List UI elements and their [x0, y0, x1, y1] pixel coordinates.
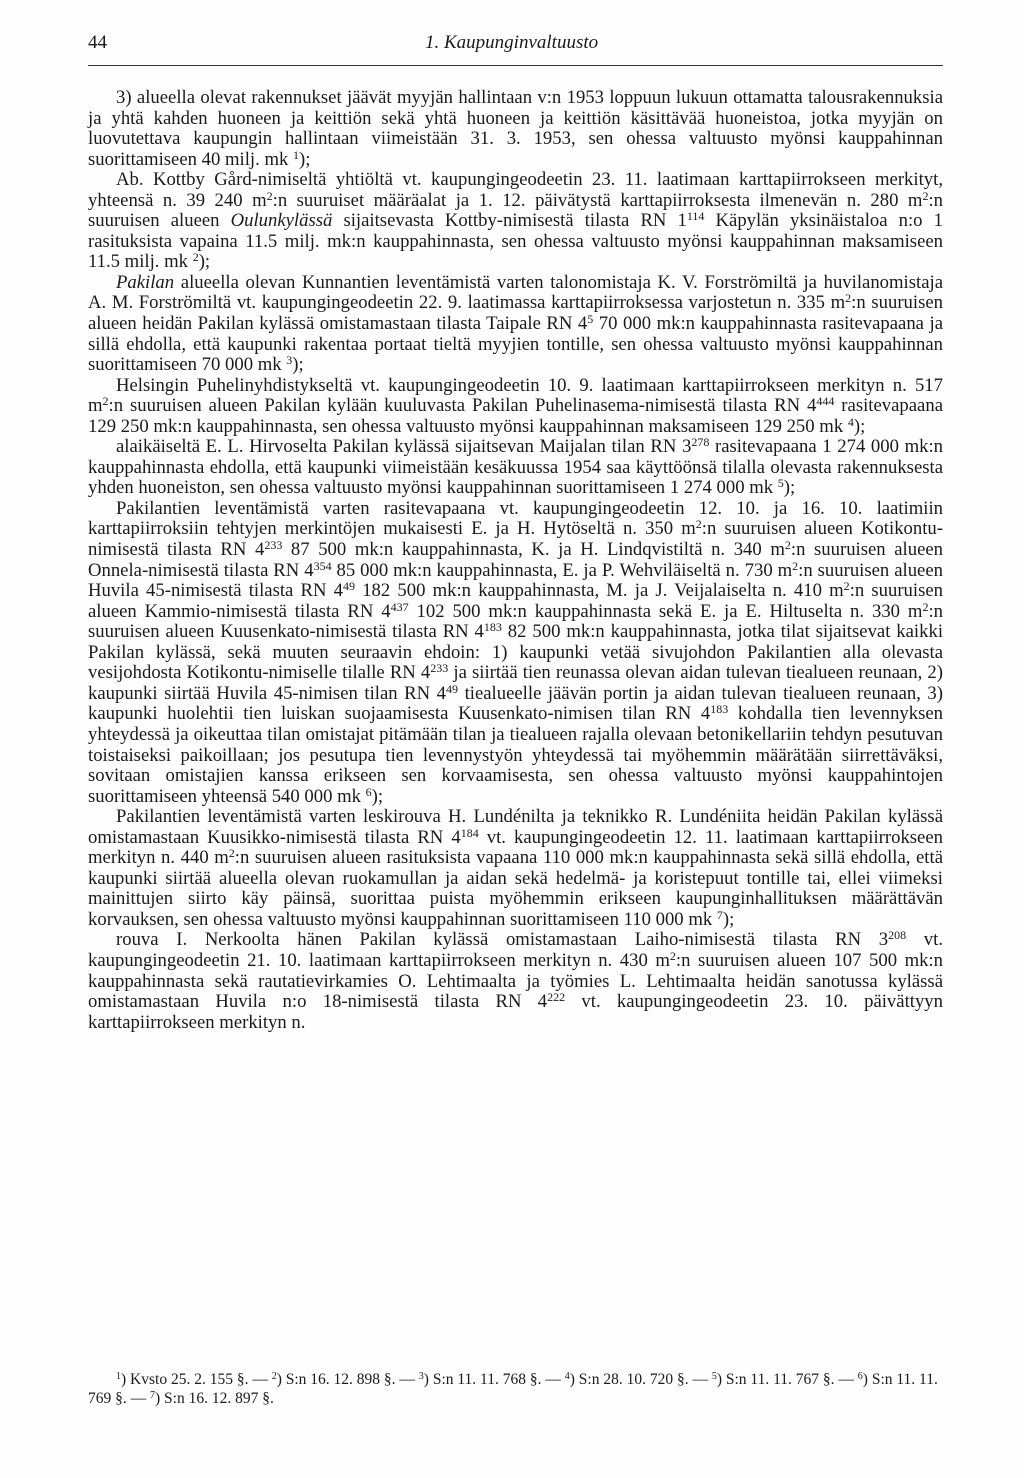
paragraph: [88, 170, 943, 273]
superscript: 233: [430, 661, 449, 676]
superscript: 5: [711, 1371, 717, 1382]
text-run: );: [198, 251, 211, 273]
text-run: ) S:n 11. 11. 767 §. —: [716, 1371, 858, 1388]
text-run: rasitevapaana 1 274 000 mk:n kauppahinnasta ehdolla, että kaupunki viimeistään kesäkuussa 1954 saa käyttöönsä tilalla olevasta rakennuksesta yhden huoneiston, sen ohessa valtuusto myönsi kauppahinnan suorittamiseen 1 274 000 mk: [88, 436, 944, 499]
superscript: 2: [695, 517, 702, 532]
superscript: 354: [313, 558, 332, 573]
header-rule: [88, 65, 943, 66]
superscript: 114: [686, 209, 705, 224]
text-run: :n suuruiset määräalat ja 1. 12. päivätystä karttapiirroksesta ilmenevän n. 280 m: [272, 189, 923, 211]
superscript: 3: [418, 1371, 424, 1382]
text-run: :n suuruisen alueen Kotikontu-nimisestä tilasta RN 4: [88, 518, 943, 561]
text-run: 85 000 mk:n kauppahinnasta, E. ja P. Wehviläiseltä n. 730 m: [331, 559, 793, 581]
text-run: :n suuruisen alueen Huvila 45-nimisestä tilasta RN 4: [88, 559, 943, 602]
text-run: ) S:n 28. 10. 720 §. —: [569, 1371, 712, 1388]
page-number: 44: [88, 32, 107, 53]
text-run: :n suuruisen alueen Pakilan kylään kuuluvasta Pakilan Puhelinasema-nimisestä tilasta RN 4: [108, 395, 817, 417]
text-run: );: [292, 354, 304, 376]
paragraph: [88, 437, 943, 499]
text-run: :n suuruisen alueen: [88, 189, 943, 232]
superscript: 444: [816, 394, 835, 409]
text-run: 82 500 mk:n kauppahinnasta, jotka tilat sijaitsevat kaikki Pakilan kylässä, sekä muuten seuraavin ehdoin: 1) kaupunki vetää sivujohdon Pakilantien alla olevasta vesijohdosta Kotikontu-nimiselle tilalle RN 4: [88, 621, 944, 684]
text-run: vt. kaupungingeodeetin 12. 11. laatimaan karttapiirrokseen merkityn n. 440 m: [88, 826, 943, 869]
text-run: );: [722, 908, 735, 930]
text-run: ) S:n 16. 12. 898 §. —: [276, 1371, 419, 1388]
text-run: alaikäiseltä E. L. Hirvoselta Pakilan kylässä sijaitsevan Maijalan tilan RN 3: [116, 436, 692, 458]
page-header: [88, 32, 943, 62]
text-run: rasitevapaana 129 250 mk:n kauppahinnasta, sen ohessa valtuusto myönsi kauppahinnan maksamiseen 129 250 mk: [88, 395, 943, 437]
superscript: 208: [888, 928, 907, 943]
italic-text: Oulunkylässä: [230, 210, 333, 232]
superscript: 6: [857, 1371, 863, 1382]
superscript: 2: [843, 579, 850, 594]
superscript: 2: [845, 291, 852, 306]
body-text: [88, 88, 943, 1033]
superscript: 7: [150, 1390, 155, 1401]
footnotes: [88, 1370, 943, 1408]
superscript: 278: [691, 435, 710, 450]
superscript: 2: [192, 250, 199, 265]
text-run: 87 500 mk:n kauppahinnasta, K. ja H. Lindqvistiltä n. 340 m: [282, 539, 785, 561]
text-run: ) S:n 11. 11. 768 §. —: [423, 1371, 565, 1388]
paragraph: [88, 273, 943, 376]
superscript: 2: [922, 599, 929, 614]
superscript: 1: [116, 1371, 121, 1382]
text-run: alueella olevan Kunnantien leventämistä varten talonomistaja K. V. Forströmiltä ja huvilanomistaja A. M. Forströmiltä vt. kaupungingeodeetin 22. 9. laatimassa karttapiirroksessa varjostetun n. 335 m: [88, 271, 943, 314]
footnote-text: [88, 1370, 943, 1408]
text-run: rouva I. Nerkoolta hänen Pakilan kylässä omistamastaan Laiho-nimisestä tilasta RN 3: [116, 929, 889, 951]
paragraph: [88, 807, 943, 930]
superscript: 2: [792, 558, 799, 573]
superscript: 2: [669, 948, 676, 963]
superscript: 184: [460, 825, 479, 840]
superscript: 1: [293, 147, 300, 162]
text-run: ) S:n 11. 11. 769 §. —: [88, 1371, 938, 1407]
text-run: vt. kaupungingeodeetin 23. 10. päivättyyn karttapiirrokseen merkityn n.: [88, 991, 943, 1033]
text-run: Ab. Kottby Gård-nimiseltä yhtiöltä vt. kaupungingeodeetin 23. 11. laatimaan karttapiirrokseen merkityt, yhteensä n. 39 240 m: [88, 169, 943, 211]
superscript: 233: [264, 538, 283, 553]
superscript: 2: [271, 1371, 277, 1382]
paragraph: [88, 376, 943, 438]
text-run: Pakilantien leventämistä varten leskirouva H. Lundénilta ja teknikko R. Lundéniita heidän Pakilan kylässä omistamastaan Kuusikko-nimisestä tilasta RN 4: [88, 806, 943, 848]
superscript: 5: [587, 312, 594, 327]
text-run: :n suuruisen alueen 107 500 mk:n kauppahinnasta sekä rautatievirkamies O. Lehtimaalta ja työmies L. Lehtimaalta heidän sanotussa kylässä omistamastaan Huvila n:o 18-nimisestä tilasta RN 4: [88, 949, 944, 1013]
superscript: 2: [266, 188, 273, 203]
superscript: 4: [847, 414, 854, 429]
text-run: :n suuruisen alueen Onnela-nimisestä tilasta RN 4: [88, 539, 943, 581]
text-run: );: [371, 785, 384, 807]
text-run: tiealueelle jäävän portin ja aidan tulevan tiealueen reunaan, 3) kaupunki huolehtii tien luiskan suojaamisesta Kuusenkato-nimisen tilan RN 4: [88, 682, 943, 725]
text-run: Käpylän yksinäistaloa n:o 1 rasituksista vapaina 11.5 milj. mk:n kauppahinnasta, sen ohessa valtuusto myönsi kauppahinnan maksamiseen 11.5 milj. mk: [88, 210, 943, 273]
text-run: Helsingin Puhelinyhdistykseltä vt. kaupungingeodeetin 10. 9. laatimaan karttapiirrokseen merkityn n. 517 m: [88, 374, 943, 417]
text-run: vt. kaupungingeodeetin 21. 10. laatimaan karttapiirrokseen merkityn n. 430 m: [88, 929, 943, 971]
text-run: ) S:n 16. 12. 897 §.: [155, 1390, 274, 1407]
superscript: 2: [228, 846, 235, 861]
superscript: 6: [365, 784, 372, 799]
text-run: );: [783, 477, 796, 499]
superscript: 49: [343, 579, 356, 594]
superscript: 2: [784, 538, 791, 553]
text-run: ja siirtää tien reunassa olevan aidan tulevan tiealueen reunaan, 2) kaupunki siirtää Huvila 45-nimisen tilan RN 4: [88, 662, 944, 704]
text-run: 70 000 mk:n kauppahinnasta rasitevapaana ja sillä ehdolla, että kaupunki rakentaa portaat tieltä myyjien tontille, sen ohessa valtuusto myönsi kauppahinnan suorittamiseen 70 000 mk: [88, 313, 943, 376]
text-run: 182 500 mk:n kauppahinnasta, M. ja J. Veijalaiselta n. 410 m: [355, 580, 844, 602]
text-run: 3) alueella olevat rakennukset jäävät myyjän hallintaan v:n 1953 loppuun lukuun ottamatta talousrakennuksia ja yhtä kahden huoneen ja keittiön sekä yhtä huoneen ja keittiön käsittävää huoneistoa, jotka myyjän on luovutettava kaupungin hallintaan viimeistään 31. 3. 1953, sen ohessa valtuusto myönsi kauppahinnan suorittamiseen 40 milj. mk: [88, 87, 943, 170]
text-run: kohdalla tien levennyksen yhteydessä ja oikeuttaa tilan omistajat pitämään tilan ja tiealueen rajalla olevaan betonikellariin tehdyn pesutuvan toistaiseksi paikoillaan; jos pesutupa tien levennystyön yhteydessä tai myöhemmin määrätään siirrettäväksi, sovitaan omistajien kanssa erikseen sen korvaamisesta, sen ohessa valtuusto myönsi kauppahintojen suorittamiseen yhteensä 540 000 mk: [88, 703, 944, 807]
text-run: :n suuruisen alueen heidän Pakilan kylässä omistamastaan tilasta Taipale RN 4: [88, 292, 943, 335]
superscript: 437: [390, 599, 409, 614]
superscript: 5: [777, 476, 784, 491]
italic-text: Pakilan: [116, 271, 175, 293]
text-run: );: [299, 148, 311, 170]
text-run: );: [853, 415, 866, 437]
superscript: 2: [102, 394, 109, 409]
superscript: 183: [710, 702, 729, 717]
paragraph: [88, 930, 943, 1033]
text-run: :n suuruisen alueen Kammio-nimisestä tilasta RN 4: [88, 580, 943, 622]
text-run: Pakilantien leventämistä varten rasitevapaana vt. kaupungingeodeetin 12. 10. ja 16. 10. laatimiin karttapiirroksiin tehtyjen merkintöjen mukaisesti E. ja H. Hytöseltä n. 350 m: [88, 497, 943, 540]
superscript: 7: [716, 907, 723, 922]
superscript: 2: [922, 188, 929, 203]
text-run: :n suuruisen alueen Kuusenkato-nimisestä tilasta RN 4: [88, 600, 944, 643]
superscript: 49: [446, 681, 459, 696]
superscript: 4: [564, 1371, 570, 1382]
superscript: 3: [286, 353, 293, 368]
superscript: 183: [483, 620, 502, 635]
paragraph: [88, 88, 943, 170]
paragraph: [88, 499, 943, 807]
running-title: 1. Kaupunginvaltuusto: [425, 32, 599, 53]
text-run: 102 500 mk:n kauppahinnasta sekä E. ja E. Hiltuselta n. 330 m: [408, 600, 923, 622]
text-run: ) Kvsto 25. 2. 155 §. —: [121, 1371, 272, 1388]
text-run: sijaitsevasta Kottby-nimisestä tilasta RN 1: [332, 210, 687, 232]
text-run: :n suuruisen alueen rasituksista vapaana 110 000 mk:n kauppahinnasta sekä sillä ehdolla, että kaupunki siirtää alueella olevan ruokamullan ja aidan sekä hedelmä- ja koristepuut tontille tai, ellei viimeksi mainittujen siirto käy päinsä, suorittaa puista myöhemmin erikseen kaupunginhallituksen määrättävän korvauksen, sen ohessa valtuusto myönsi kauppahinnan suorittamiseen 110 000 mk: [88, 847, 943, 930]
superscript: 222: [547, 990, 566, 1005]
